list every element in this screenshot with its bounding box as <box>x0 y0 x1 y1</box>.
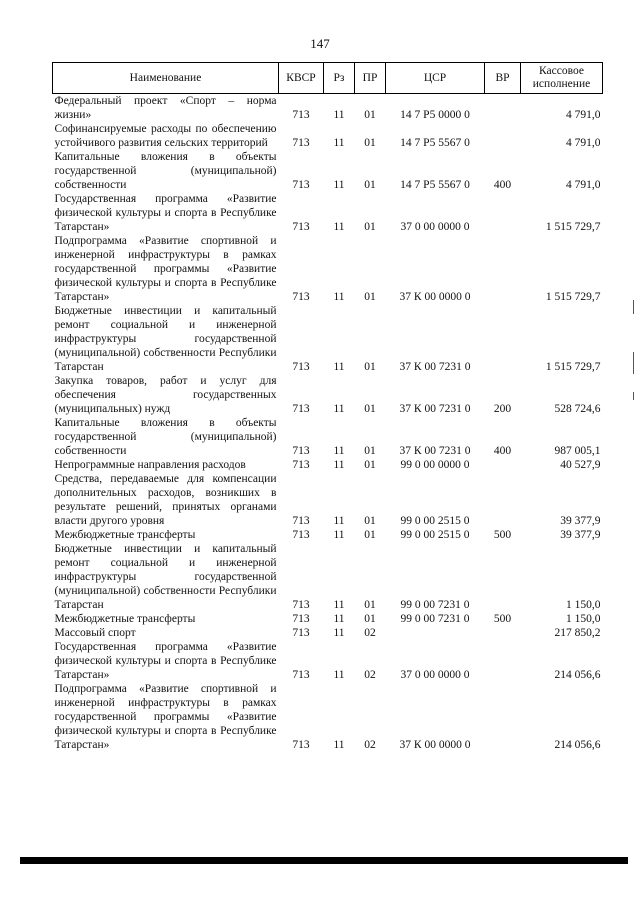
row-pr: 01 <box>364 459 376 471</box>
row-amount: 1 150,0 <box>566 613 601 625</box>
table-row <box>53 150 603 192</box>
page-number: 147 <box>310 36 330 51</box>
row-csr: 99 0 00 7231 0 <box>400 613 470 625</box>
row-name: Непрограммные направления расходов <box>54 459 246 471</box>
row-rz: 11 <box>333 221 345 233</box>
row-amount: 4 791,0 <box>566 179 601 191</box>
table-row <box>53 374 603 416</box>
row-name: Федеральный проект «Спорт – норма жизни» <box>54 95 277 121</box>
row-amount: 217 850,2 <box>554 627 601 639</box>
row-name: Капитальные вложения в объекты государственной (муниципальной) собственности <box>54 151 277 191</box>
row-rz: 11 <box>333 613 345 625</box>
row-name: Государственная программа «Развитие физической культуры и спорта в Республике Татарстан» <box>54 641 277 681</box>
row-amount: 39 377,9 <box>560 515 601 527</box>
row-pr: 01 <box>364 529 376 541</box>
row-pr: 01 <box>364 445 376 457</box>
row-kvsr: 713 <box>292 613 310 625</box>
row-vr <box>485 682 521 752</box>
row-pr: 01 <box>364 221 376 233</box>
row-name: Межбюджетные трансферты <box>54 613 196 625</box>
margin-mark <box>633 352 634 374</box>
row-csr: 99 0 00 7231 0 <box>400 599 470 611</box>
row-kvsr: 713 <box>292 515 310 527</box>
row-rz: 11 <box>333 669 345 681</box>
row-vr <box>485 542 521 612</box>
header-name: Наименование <box>53 63 279 94</box>
row-vr <box>485 472 521 528</box>
row-vr: 200 <box>493 403 512 415</box>
header-rz: Рз <box>324 63 355 94</box>
row-kvsr: 713 <box>292 627 310 639</box>
row-csr: 37 К 00 0000 0 <box>399 291 471 303</box>
table-row <box>53 122 603 150</box>
row-pr: 02 <box>364 627 376 639</box>
row-vr <box>485 626 521 640</box>
row-vr: 400 <box>493 179 512 191</box>
row-name: Государственная программа «Развитие физической культуры и спорта в Республике Татарстан» <box>54 193 277 233</box>
row-kvsr: 713 <box>292 221 310 233</box>
row-rz: 11 <box>333 179 345 191</box>
row-vr: 500 <box>493 529 512 541</box>
row-csr: 37 К 00 7231 0 <box>399 445 471 457</box>
table-row <box>53 472 603 528</box>
row-rz: 11 <box>333 515 345 527</box>
row-amount: 1 150,0 <box>566 599 601 611</box>
table-row <box>53 304 603 374</box>
row-csr: 37 0 00 0000 0 <box>400 669 470 681</box>
row-rz: 11 <box>333 361 345 373</box>
row-name: Софинансируемые расходы по обеспечению устойчивого развития сельских территорий <box>54 123 277 149</box>
row-pr: 01 <box>364 137 376 149</box>
row-rz: 11 <box>333 109 345 121</box>
row-rz: 11 <box>333 445 345 457</box>
row-pr: 01 <box>364 613 376 625</box>
row-kvsr: 713 <box>292 459 310 471</box>
margin-mark <box>633 300 634 314</box>
row-name: Капитальные вложения в объекты государственной (муниципальной) собственности <box>54 417 277 457</box>
row-kvsr: 713 <box>292 739 310 751</box>
row-pr: 01 <box>364 403 376 415</box>
header-amount: Кассовое исполнение <box>521 63 603 94</box>
table-row <box>53 626 603 640</box>
row-amount: 4 791,0 <box>566 109 601 121</box>
row-kvsr: 713 <box>292 137 310 149</box>
row-vr <box>485 304 521 374</box>
row-pr: 01 <box>364 361 376 373</box>
row-vr <box>485 122 521 150</box>
row-vr <box>485 234 521 304</box>
table-row <box>53 234 603 304</box>
row-vr <box>485 640 521 682</box>
row-kvsr: 713 <box>292 599 310 611</box>
row-csr: 99 0 00 2515 0 <box>400 515 470 527</box>
margin-mark <box>633 392 634 400</box>
row-name: Межбюджетные трансферты <box>54 529 196 541</box>
header-vr: ВР <box>485 63 521 94</box>
table-row <box>53 94 603 123</box>
row-amount: 214 056,6 <box>554 739 601 751</box>
row-rz: 11 <box>333 403 345 415</box>
row-rz: 11 <box>333 599 345 611</box>
row-name: Подпрограмма «Развитие спортивной и инженерной инфраструктуры в рамках государственной программы «Развитие физической культуры и спорта в Республике Татарстан» <box>54 683 277 751</box>
row-rz: 11 <box>333 627 345 639</box>
row-pr: 01 <box>364 599 376 611</box>
row-vr <box>485 94 521 123</box>
row-kvsr: 713 <box>292 291 310 303</box>
row-csr: 37 К 00 0000 0 <box>399 739 471 751</box>
row-vr: 400 <box>493 445 512 457</box>
row-csr: 99 0 00 2515 0 <box>400 529 470 541</box>
row-kvsr: 713 <box>292 361 310 373</box>
row-name: Средства, передаваемые для компенсации дополнительных расходов, возникших в результате решений, принятых органами власти другого уровня <box>54 473 277 527</box>
row-amount: 1 515 729,7 <box>545 361 601 373</box>
row-csr: 14 7 P5 0000 0 <box>400 109 470 121</box>
row-rz: 11 <box>333 291 345 303</box>
row-kvsr: 713 <box>292 529 310 541</box>
row-rz: 11 <box>333 529 345 541</box>
row-amount: 1 515 729,7 <box>545 291 601 303</box>
row-name: Бюджетные инвестиции и капитальный ремонт социальной и инженерной инфраструктуры государственной (муниципальной) собственности Республики Татарстан <box>54 305 277 373</box>
row-csr <box>386 626 485 640</box>
row-vr <box>485 458 521 472</box>
row-name: Массовый спорт <box>54 627 136 639</box>
row-vr: 500 <box>493 613 512 625</box>
table-row <box>53 640 603 682</box>
row-kvsr: 713 <box>292 669 310 681</box>
row-csr: 37 К 00 7231 0 <box>399 361 471 373</box>
row-csr: 14 7 P5 5567 0 <box>400 179 470 191</box>
row-amount: 987 005,1 <box>554 445 601 457</box>
table-header-row <box>53 63 603 94</box>
row-kvsr: 713 <box>292 445 310 457</box>
table-row <box>53 682 603 752</box>
row-name: Бюджетные инвестиции и капитальный ремонт социальной и инженерной инфраструктуры государственной (муниципальной) собственности Республики Татарстан <box>54 543 277 611</box>
row-kvsr: 713 <box>292 179 310 191</box>
row-csr: 14 7 P5 5567 0 <box>400 137 470 149</box>
budget-table <box>52 62 603 752</box>
table-row <box>53 542 603 612</box>
row-pr: 02 <box>364 669 376 681</box>
table-body <box>53 94 603 753</box>
header-pr: ПР <box>355 63 386 94</box>
row-amount: 1 515 729,7 <box>545 221 601 233</box>
table-row <box>53 192 603 234</box>
row-amount: 40 527,9 <box>560 459 601 471</box>
row-name: Подпрограмма «Развитие спортивной и инженерной инфраструктуры в рамках государственной программы «Развитие физической культуры и спорта в Республике Татарстан» <box>54 235 277 303</box>
row-csr: 99 0 00 0000 0 <box>400 459 470 471</box>
header-kvsr: КВСР <box>279 63 324 94</box>
row-kvsr: 713 <box>292 403 310 415</box>
row-pr: 01 <box>364 109 376 121</box>
row-amount: 528 724,6 <box>554 403 601 415</box>
table-row <box>53 416 603 458</box>
header-csr: ЦСР <box>386 63 485 94</box>
row-rz: 11 <box>333 459 345 471</box>
row-amount: 214 056,6 <box>554 669 601 681</box>
row-csr: 37 К 00 7231 0 <box>399 403 471 415</box>
row-pr: 01 <box>364 291 376 303</box>
table-row <box>53 528 603 542</box>
row-kvsr: 713 <box>292 109 310 121</box>
row-csr: 37 0 00 0000 0 <box>400 221 470 233</box>
bottom-rule <box>20 857 628 864</box>
table-row <box>53 612 603 626</box>
row-rz: 11 <box>333 739 345 751</box>
row-pr: 01 <box>364 179 376 191</box>
row-amount: 4 791,0 <box>566 137 601 149</box>
row-pr: 01 <box>364 515 376 527</box>
row-amount: 39 377,9 <box>560 529 601 541</box>
table-row <box>53 458 603 472</box>
row-vr <box>485 192 521 234</box>
row-rz: 11 <box>333 137 345 149</box>
row-name: Закупка товаров, работ и услуг для обеспечения государственных (муниципальных) нужд <box>54 375 277 415</box>
row-pr: 02 <box>364 739 376 751</box>
